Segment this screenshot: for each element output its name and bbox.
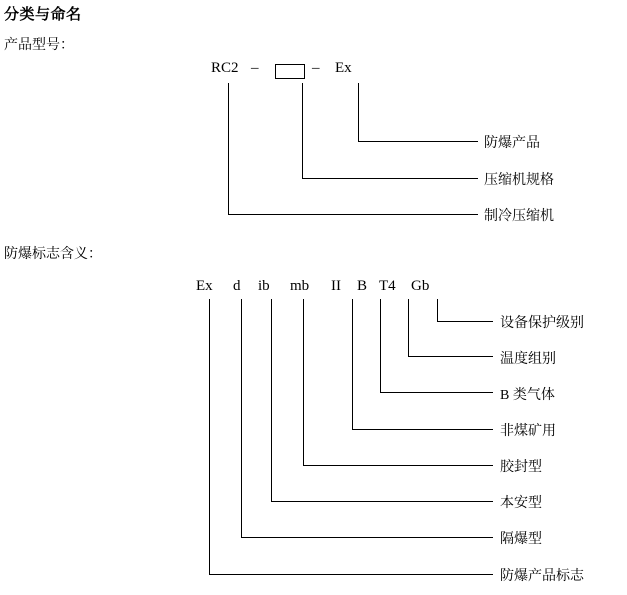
exmark-code-d: d [233, 278, 241, 294]
model-legend-item-2: 压缩机规格 [484, 173, 554, 188]
exmark-code-ex: Ex [196, 278, 213, 294]
exmark-code-ib: ib [258, 278, 270, 294]
exmark-leader-hline-4 [352, 429, 493, 430]
page-title: 分类与命名 [4, 7, 82, 23]
exmark-leader-vline-7 [241, 299, 242, 537]
exmark-leader-hline-5 [303, 465, 493, 466]
model-leader-vline-3 [228, 83, 229, 214]
exmark-leader-hline-6 [271, 501, 493, 502]
exmark-legend-item-2: 温度组别 [500, 352, 556, 367]
exmark-leader-vline-1 [437, 299, 438, 321]
exmark-legend-item-4: 非煤矿用 [500, 424, 556, 439]
exmark-leader-hline-7 [241, 537, 493, 538]
exmark-legend-item-7: 隔爆型 [500, 532, 542, 547]
exmark-legend-item-5: 胶封型 [500, 460, 542, 475]
exmark-leader-hline-3 [380, 392, 493, 393]
model-leader-vline-1 [358, 83, 359, 141]
model-leader-hline-1 [358, 141, 478, 142]
exmark-legend-item-3: B 类气体 [500, 388, 555, 403]
model-code-suffix: Ex [335, 60, 352, 76]
model-leader-hline-2 [302, 178, 478, 179]
exmark-code-mb: mb [290, 278, 310, 294]
exmark-leader-vline-8 [209, 299, 210, 574]
exmark-leader-hline-8 [209, 574, 493, 575]
exmark-code-b: B [357, 278, 368, 294]
exmark-legend-item-8: 防爆产品标志 [500, 569, 584, 584]
model-legend-item-1: 防爆产品 [484, 136, 540, 151]
exmark-leader-vline-4 [352, 299, 353, 429]
model-code-dash-2: – [312, 60, 320, 76]
exmark-code-t4: T4 [379, 278, 396, 294]
exmark-leader-hline-2 [408, 356, 493, 357]
exmark-leader-vline-5 [303, 299, 304, 465]
exmark-legend-item-1: 设备保护级别 [500, 316, 584, 331]
model-code-prefix: RC2 [211, 60, 239, 76]
model-code-box [275, 64, 305, 79]
exmark-leader-hline-1 [437, 321, 493, 322]
exmark-code-gb: Gb [411, 278, 430, 294]
model-leader-vline-2 [302, 83, 303, 178]
exmark-leader-vline-6 [271, 299, 272, 501]
model-leader-hline-3 [228, 214, 478, 215]
exmark-leader-vline-2 [408, 299, 409, 356]
exmark-leader-vline-3 [380, 299, 381, 392]
exmark-legend-item-6: 本安型 [500, 496, 542, 511]
exmark-code-ii: II [331, 278, 341, 294]
section-label-model: 产品型号： [4, 38, 74, 53]
model-legend-item-3: 制冷压缩机 [484, 209, 554, 224]
section-label-exmark: 防爆标志含义： [4, 247, 102, 262]
model-code-dash-1: – [251, 60, 259, 76]
